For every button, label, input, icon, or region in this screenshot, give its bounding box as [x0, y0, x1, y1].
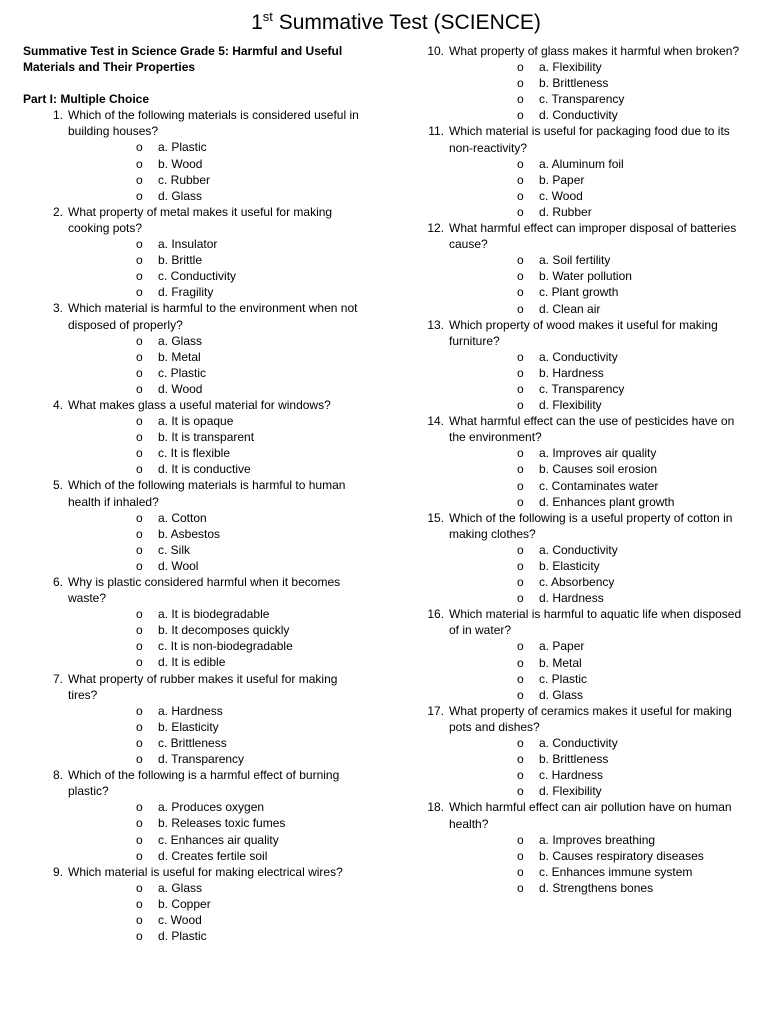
- option-text: d. Transparency: [158, 752, 245, 767]
- answer-option: [449, 188, 749, 204]
- question-number: 18.: [427, 800, 444, 815]
- option-bullet: o: [517, 301, 524, 316]
- question-item: [404, 43, 749, 123]
- option-bullet: o: [136, 156, 143, 171]
- option-text: b. Metal: [539, 655, 582, 670]
- option-text: c. Silk: [158, 542, 191, 557]
- option-text: b. Hardness: [539, 365, 604, 380]
- option-bullet: o: [517, 92, 524, 107]
- option-text: b. Brittleness: [539, 752, 609, 767]
- option-text: b. It is transparent: [158, 430, 255, 445]
- answer-options: [449, 252, 749, 316]
- question-text: What harmful effect can improper disposal of batteries cause?: [449, 221, 737, 252]
- option-bullet: o: [136, 542, 143, 557]
- option-text: c. Rubber: [158, 172, 211, 187]
- option-bullet: o: [517, 736, 524, 751]
- question-number: 1.: [52, 108, 63, 123]
- title-number: 1: [251, 11, 263, 34]
- option-text: d. Plastic: [158, 929, 207, 944]
- question-item: [23, 204, 368, 301]
- answer-options: [449, 638, 749, 702]
- option-bullet: o: [136, 285, 143, 300]
- option-bullet: o: [517, 768, 524, 783]
- option-text: a. Flexibility: [539, 60, 602, 75]
- question-text: What property of ceramics makes it useful for making pots and dishes?: [449, 703, 732, 734]
- answer-options: [68, 236, 368, 300]
- option-text: b. Brittle: [158, 253, 203, 268]
- answer-option: [449, 864, 749, 880]
- option-bullet: o: [517, 204, 524, 219]
- question-item: [404, 510, 749, 607]
- option-text: d. Conductivity: [539, 108, 618, 123]
- option-text: c. Wood: [158, 912, 202, 927]
- option-text: b. Metal: [158, 349, 201, 364]
- option-text: d. It is edible: [158, 655, 226, 670]
- option-bullet: o: [136, 607, 143, 622]
- question-item: [404, 123, 749, 220]
- option-bullet: o: [517, 349, 524, 364]
- option-bullet: o: [136, 446, 143, 461]
- option-bullet: o: [517, 542, 524, 557]
- option-text: d. Enhances plant growth: [539, 494, 675, 509]
- option-bullet: o: [136, 752, 143, 767]
- question-list-right: [404, 43, 749, 896]
- answer-option: [68, 461, 368, 477]
- question-list-left: [23, 107, 368, 944]
- answer-options: [68, 606, 368, 670]
- option-text: c. Transparency: [539, 381, 625, 396]
- option-bullet: o: [517, 864, 524, 879]
- answer-option: [449, 783, 749, 799]
- option-bullet: o: [136, 832, 143, 847]
- option-text: a. Glass: [158, 880, 203, 895]
- option-text: a. Conductivity: [539, 349, 618, 364]
- answer-option: [449, 494, 749, 510]
- question-item: [404, 220, 749, 317]
- answer-option: [449, 268, 749, 284]
- answer-option: [449, 542, 749, 558]
- option-text: a. Conductivity: [539, 542, 618, 557]
- option-bullet: o: [517, 381, 524, 396]
- option-text: b. Causes respiratory diseases: [539, 848, 704, 863]
- option-text: b. Brittleness: [539, 76, 609, 91]
- title-text: Summative Test (SCIENCE): [272, 11, 541, 34]
- answer-option: [449, 461, 749, 477]
- option-text: d. Wool: [158, 558, 199, 573]
- option-text: c. It is flexible: [158, 446, 231, 461]
- question-text: Which of the following materials is harmful to human health if inhaled?: [68, 478, 346, 509]
- answer-option: [68, 558, 368, 574]
- question-item: [23, 671, 368, 768]
- option-text: a. It is biodegradable: [158, 607, 270, 622]
- option-text: c. Transparency: [539, 92, 625, 107]
- answer-option: [68, 284, 368, 300]
- answer-option: [449, 156, 749, 172]
- option-bullet: o: [517, 832, 524, 847]
- option-text: a. Cotton: [158, 510, 207, 525]
- answer-option: [68, 542, 368, 558]
- answer-option: [68, 172, 368, 188]
- option-bullet: o: [136, 365, 143, 380]
- answer-options: [68, 799, 368, 863]
- option-bullet: o: [136, 349, 143, 364]
- answer-options: [68, 333, 368, 397]
- answer-option: [68, 188, 368, 204]
- answer-option: [68, 156, 368, 172]
- option-text: b. Elasticity: [539, 559, 600, 573]
- answer-option: [449, 172, 749, 188]
- option-bullet: o: [136, 269, 143, 284]
- option-bullet: o: [517, 752, 524, 767]
- option-bullet: o: [136, 430, 143, 445]
- answer-options: [449, 735, 749, 799]
- option-text: d. Fragility: [158, 285, 214, 300]
- answer-option: [449, 767, 749, 783]
- answer-options: [449, 156, 749, 220]
- option-text: c. It is non-biodegradable: [158, 639, 293, 654]
- option-text: d. Strengthens bones: [539, 880, 654, 895]
- option-bullet: o: [517, 156, 524, 171]
- answer-option: [68, 365, 368, 381]
- answer-options: [68, 880, 368, 944]
- option-bullet: o: [517, 188, 524, 203]
- question-number: 7.: [52, 671, 63, 686]
- option-bullet: o: [136, 912, 143, 927]
- answer-option: [449, 91, 749, 107]
- answer-option: [68, 622, 368, 638]
- question-text: What property of metal makes it useful for making cooking pots?: [68, 204, 333, 235]
- option-text: c. Conductivity: [158, 269, 237, 284]
- answer-option: [68, 896, 368, 912]
- answer-option: [68, 880, 368, 896]
- answer-option: [68, 638, 368, 654]
- question-text: What property of rubber makes it useful for making tires?: [68, 671, 338, 702]
- option-bullet: o: [136, 735, 143, 750]
- option-bullet: o: [517, 591, 524, 606]
- answer-option: [449, 574, 749, 590]
- option-text: d. Creates fertile soil: [158, 848, 268, 863]
- option-text: c. Plant growth: [539, 285, 619, 300]
- question-item: [404, 703, 749, 800]
- option-text: d. Rubber: [539, 204, 592, 219]
- option-text: d. Clean air: [539, 301, 601, 316]
- option-bullet: o: [136, 848, 143, 863]
- question-text: Which material is useful for making electrical wires?: [68, 864, 343, 879]
- answer-options: [68, 413, 368, 477]
- option-bullet: o: [517, 108, 524, 123]
- option-bullet: o: [517, 687, 524, 702]
- option-text: b. Asbestos: [158, 526, 221, 541]
- option-text: d. Glass: [158, 188, 203, 203]
- question-text: What property of glass makes it harmful when broken?: [449, 44, 740, 58]
- answer-options: [68, 139, 368, 203]
- question-item: [23, 300, 368, 397]
- option-text: c. Plastic: [158, 365, 207, 380]
- option-text: a. Aluminum foil: [539, 156, 624, 171]
- question-text: Why is plastic considered harmful when it becomes waste?: [68, 575, 341, 606]
- option-bullet: o: [136, 719, 143, 734]
- answer-option: [68, 445, 368, 461]
- question-item: [23, 477, 368, 574]
- answer-option: [449, 671, 749, 687]
- question-number: 17.: [427, 703, 444, 718]
- answer-options: [449, 542, 749, 606]
- option-text: b. Copper: [158, 896, 211, 911]
- option-text: a. Plastic: [158, 140, 207, 155]
- answer-option: [68, 848, 368, 864]
- option-text: d. Hardness: [539, 591, 604, 606]
- option-bullet: o: [136, 526, 143, 541]
- answer-option: [449, 59, 749, 75]
- option-bullet: o: [517, 285, 524, 300]
- option-text: a. It is opaque: [158, 414, 234, 429]
- option-bullet: o: [517, 76, 524, 91]
- question-text: Which material is useful for packaging food due to its non-reactivity?: [449, 124, 730, 155]
- option-bullet: o: [136, 929, 143, 944]
- option-bullet: o: [136, 462, 143, 477]
- question-item: [23, 397, 368, 477]
- answer-option: [68, 526, 368, 542]
- option-bullet: o: [136, 816, 143, 831]
- question-text: Which harmful effect can air pollution have on human health?: [449, 800, 732, 831]
- answer-options: [449, 349, 749, 413]
- option-text: d. Wood: [158, 381, 203, 396]
- option-text: d. Flexibility: [539, 398, 602, 413]
- option-bullet: o: [136, 172, 143, 187]
- option-bullet: o: [136, 253, 143, 268]
- answer-option: [449, 655, 749, 671]
- question-number: 15.: [427, 510, 444, 525]
- option-bullet: o: [517, 398, 524, 413]
- option-text: c. Contaminates water: [539, 478, 659, 493]
- option-bullet: o: [517, 639, 524, 654]
- answer-option: [68, 735, 368, 751]
- answer-options: [449, 445, 749, 509]
- answer-option: [449, 735, 749, 751]
- option-text: c. Plastic: [539, 671, 588, 686]
- question-number: 13.: [427, 317, 444, 332]
- option-bullet: o: [136, 558, 143, 573]
- option-bullet: o: [517, 671, 524, 686]
- question-text: Which of the following is a harmful effect of burning plastic?: [68, 768, 340, 799]
- option-bullet: o: [517, 60, 524, 75]
- option-bullet: o: [517, 172, 524, 187]
- answer-option: [68, 429, 368, 445]
- answer-option: [449, 301, 749, 317]
- question-text: Which of the following is a useful property of cotton in making clothes?: [449, 510, 733, 541]
- question-text: Which of the following materials is considered useful in building houses?: [68, 108, 359, 139]
- question-number: 9.: [52, 864, 63, 879]
- question-number: 14.: [427, 414, 444, 429]
- option-bullet: o: [517, 494, 524, 509]
- option-text: b. Elasticity: [158, 719, 219, 734]
- option-bullet: o: [517, 848, 524, 863]
- answer-option: [449, 832, 749, 848]
- option-bullet: o: [136, 188, 143, 203]
- question-number: 12.: [427, 221, 444, 236]
- option-bullet: o: [136, 381, 143, 396]
- answer-option: [68, 719, 368, 735]
- option-bullet: o: [517, 269, 524, 284]
- answer-option: [449, 751, 749, 767]
- answer-option: [449, 848, 749, 864]
- section-title: Part I: Multiple Choice: [23, 92, 150, 107]
- option-bullet: o: [136, 655, 143, 670]
- question-text: Which material is harmful to aquatic life when disposed of in water?: [449, 607, 742, 638]
- question-number: 3.: [52, 301, 63, 316]
- option-bullet: o: [517, 462, 524, 477]
- option-text: a. Insulator: [158, 237, 218, 252]
- question-text: Which property of wood makes it useful for making furniture?: [449, 317, 718, 348]
- option-text: b. Paper: [539, 172, 585, 187]
- question-text: What makes glass a useful material for windows?: [68, 397, 331, 412]
- answer-option: [68, 832, 368, 848]
- option-text: d. Glass: [539, 687, 584, 702]
- option-bullet: o: [517, 253, 524, 268]
- question-number: 2.: [52, 204, 63, 219]
- right-column: [404, 43, 749, 896]
- answer-option: [449, 107, 749, 123]
- answer-option: [449, 687, 749, 703]
- option-text: b. Releases toxic fumes: [158, 816, 286, 831]
- option-text: a. Glass: [158, 333, 203, 348]
- answer-option: [449, 284, 749, 300]
- question-number: 5.: [52, 478, 63, 493]
- answer-option: [449, 204, 749, 220]
- question-item: [23, 864, 368, 944]
- option-text: c. Hardness: [539, 768, 604, 783]
- answer-option: [449, 445, 749, 461]
- option-text: a. Soil fertility: [539, 253, 611, 268]
- option-bullet: o: [136, 414, 143, 429]
- answer-option: [68, 413, 368, 429]
- left-column: [23, 43, 368, 944]
- question-number: 6.: [52, 575, 63, 589]
- answer-option: [68, 349, 368, 365]
- answer-option: [68, 751, 368, 767]
- answer-option: [68, 381, 368, 397]
- answer-option: [449, 381, 749, 397]
- question-item: [23, 574, 368, 671]
- option-text: c. Enhances air quality: [158, 832, 279, 847]
- question-number: 11.: [428, 124, 444, 139]
- option-text: a. Improves air quality: [539, 446, 657, 461]
- option-bullet: o: [136, 896, 143, 911]
- option-bullet: o: [517, 575, 524, 590]
- question-number: 4.: [52, 397, 63, 412]
- answer-options: [68, 510, 368, 574]
- answer-option: [449, 75, 749, 91]
- option-bullet: o: [136, 237, 143, 252]
- option-text: a. Improves breathing: [539, 832, 656, 847]
- option-bullet: o: [517, 446, 524, 461]
- option-bullet: o: [136, 880, 143, 895]
- option-text: a. Produces oxygen: [158, 800, 265, 815]
- page-title: [0, 10, 768, 36]
- option-bullet: o: [517, 365, 524, 380]
- answer-option: [68, 928, 368, 944]
- answer-option: [68, 510, 368, 526]
- answer-options: [68, 703, 368, 767]
- option-text: d. It is conductive: [158, 462, 251, 477]
- answer-options: [449, 59, 749, 123]
- answer-option: [449, 478, 749, 494]
- answer-option: [68, 799, 368, 815]
- question-text: What harmful effect can the use of pesticides have on the environment?: [449, 414, 735, 445]
- option-bullet: o: [136, 703, 143, 718]
- option-bullet: o: [136, 510, 143, 525]
- question-number: 8.: [52, 768, 63, 783]
- option-bullet: o: [517, 880, 524, 895]
- answer-option: [449, 349, 749, 365]
- answer-option: [68, 236, 368, 252]
- option-bullet: o: [136, 333, 143, 348]
- option-text: c. Brittleness: [158, 735, 227, 750]
- option-bullet: o: [517, 784, 524, 799]
- answer-option: [449, 880, 749, 896]
- option-bullet: o: [517, 655, 524, 670]
- option-bullet: o: [517, 559, 524, 573]
- option-text: b. Causes soil erosion: [539, 462, 658, 477]
- question-item: [404, 413, 749, 510]
- answer-option: [449, 397, 749, 413]
- question-item: [404, 317, 749, 414]
- option-bullet: o: [517, 478, 524, 493]
- answer-option: [68, 252, 368, 268]
- option-bullet: o: [136, 800, 143, 815]
- answer-option: [449, 590, 749, 606]
- answer-option: [68, 139, 368, 155]
- answer-option: [449, 638, 749, 654]
- answer-option: [68, 606, 368, 622]
- question-text: Which material is harmful to the environment when not disposed of properly?: [68, 301, 358, 332]
- option-text: a. Hardness: [158, 703, 223, 718]
- option-text: c. Enhances immune system: [539, 864, 693, 879]
- option-text: b. Wood: [158, 156, 203, 171]
- answer-option: [449, 365, 749, 381]
- answer-option: [68, 333, 368, 349]
- option-bullet: o: [136, 140, 143, 155]
- answer-option: [68, 268, 368, 284]
- answer-option: [449, 252, 749, 268]
- option-text: c. Wood: [539, 188, 583, 203]
- answer-option: [68, 703, 368, 719]
- option-bullet: o: [136, 623, 143, 638]
- option-text: d. Flexibility: [539, 784, 602, 799]
- option-text: b. Water pollution: [539, 269, 632, 284]
- option-text: a. Conductivity: [539, 736, 618, 751]
- answer-options: [449, 832, 749, 896]
- question-number: 10.: [427, 44, 444, 58]
- answer-option: [68, 912, 368, 928]
- question-item: [404, 799, 749, 896]
- question-number: 16.: [427, 607, 444, 622]
- title-ordinal-suffix: st: [262, 9, 273, 24]
- question-item: [404, 606, 749, 703]
- answer-option: [449, 558, 749, 574]
- option-text: c. Absorbency: [539, 575, 615, 590]
- question-item: [23, 107, 368, 204]
- question-item: [23, 767, 368, 864]
- option-text: a. Paper: [539, 639, 585, 654]
- answer-option: [68, 815, 368, 831]
- test-description: Summative Test in Science Grade 5: Harmful and Useful Materials and Their Properties: [23, 44, 343, 75]
- option-bullet: o: [136, 639, 143, 654]
- answer-option: [68, 654, 368, 670]
- option-text: b. It decomposes quickly: [158, 623, 290, 638]
